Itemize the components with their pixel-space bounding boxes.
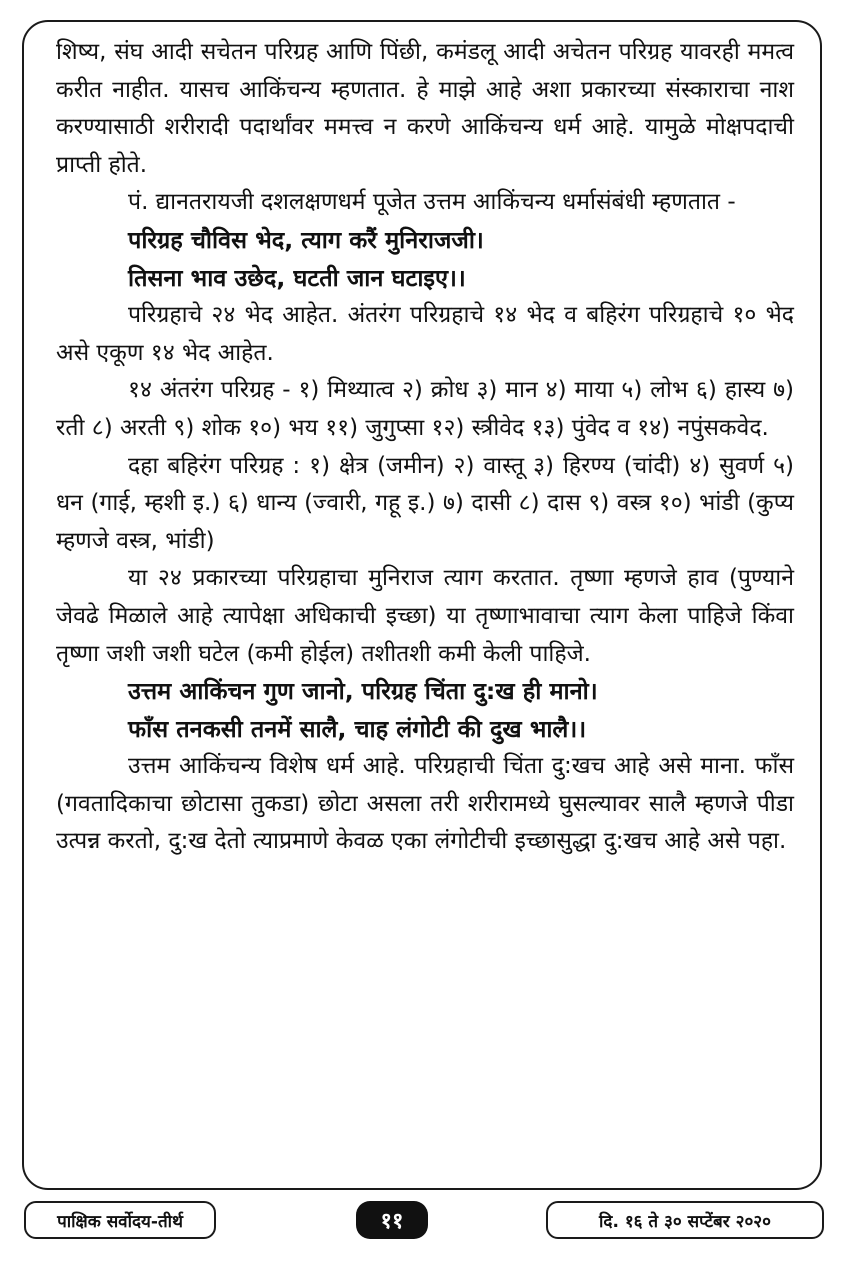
paragraph-5: दहा बहिरंग परिग्रह : १) क्षेत्र (जमीन) २) वास्तू ३) हिरण्य (चांदी) ४) सुवर्ण ५) धन (गाई, म्हशी इ.) ६) धान्य (ज्वारी, गहू इ.) ७) दासी ८) दास ९) वस्त्र १०) भांडी (कुप्य म्हणजे वस्त्र, भांडी) xyxy=(56,452,794,554)
verse-2-line-1: उत्तम आकिंचन गुण जानो, परिग्रह चिंता दु:ख ही मानो। xyxy=(128,677,598,706)
issue-date: दि. १६ ते ३० सप्टेंबर २०२० xyxy=(546,1201,824,1239)
paragraph-4: १४ अंतरंग परिग्रह - १) मिथ्यात्व २) क्रोध ३) मान ४) माया ५) लोभ ६) हास्य ७) रती ८) अरती ९) शोक १०) भय ११) जुगुप्सा १२) स्त्रीवेद १३) पुंवेद व १४) नपुंसकवेद. xyxy=(56,377,794,441)
paragraph-1: शिष्य, संघ आदी सचेतन परिग्रह आणि पिंछी, कमंडलू आदी अचेतन परिग्रह यावरही ममत्व करीत नाहीत. यासच आकिंचन्य म्हणतात. हे माझे आहे अशा प्रकारच्या संस्काराचा नाश करण्यासाठी शरीरादी पदार्थांवर ममत्त्व न करणे आकिंचन्य धर्म आहे. यामुळे मोक्षपदाची प्राप्ती होते. xyxy=(56,39,794,178)
verse-1-line-1: परिग्रह चौविस भेद, त्याग करैं मुनिराजजी। xyxy=(128,225,484,254)
page-number: ११ xyxy=(356,1201,428,1239)
publication-name: पाक्षिक सर्वोदय-तीर्थ xyxy=(24,1201,216,1239)
paragraph-2: पं. द्यानतरायजी दशलक्षणधर्म पूजेत उत्तम आकिंचन्य धर्मासंबंधी म्हणतात - xyxy=(128,189,736,216)
paragraph-6: या २४ प्रकारच्या परिग्रहाचा मुनिराज त्याग करतात. तृष्णा म्हणजे हाव (पुण्याने जेवढे मिळाले आहे त्यापेक्षा अधिकाची इच्छा) या तृष्णाभावाचा त्याग केला पाहिजे किंवा तृष्णा जशी जशी घटेल (कमी होईल) तशीतशी कमी केली पाहिजे. xyxy=(56,565,794,667)
paragraph-3: परिग्रहाचे २४ भेद आहेत. अंतरंग परिग्रहाचे १४ भेद व बहिरंग परिग्रहाचे १० भेद असे एकूण १४ भेद आहेत. xyxy=(56,302,794,366)
verse-1-line-2: तिसना भाव उछेद, घटती जान घटाइए।। xyxy=(128,263,466,292)
page-body xyxy=(56,34,794,861)
verse-2-line-2: फाँस तनकसी तनमें सालै, चाह लंगोटी की दुख भालै।। xyxy=(128,714,587,743)
paragraph-7: उत्तम आकिंचन्य विशेष धर्म आहे. परिग्रहाची चिंता दु:खच आहे असे माना. फाँस (गवतादिकाचा छोटासा तुकडा) छोटा असला तरी शरीरामध्ये घुसल्यावर सालै म्हणजे पीडा उत्पन्न करतो, दु:ख देतो त्याप्रमाणे केवळ एका लंगोटीची इच्छासुद्धा दु:खच आहे असे पहा. xyxy=(56,753,794,855)
